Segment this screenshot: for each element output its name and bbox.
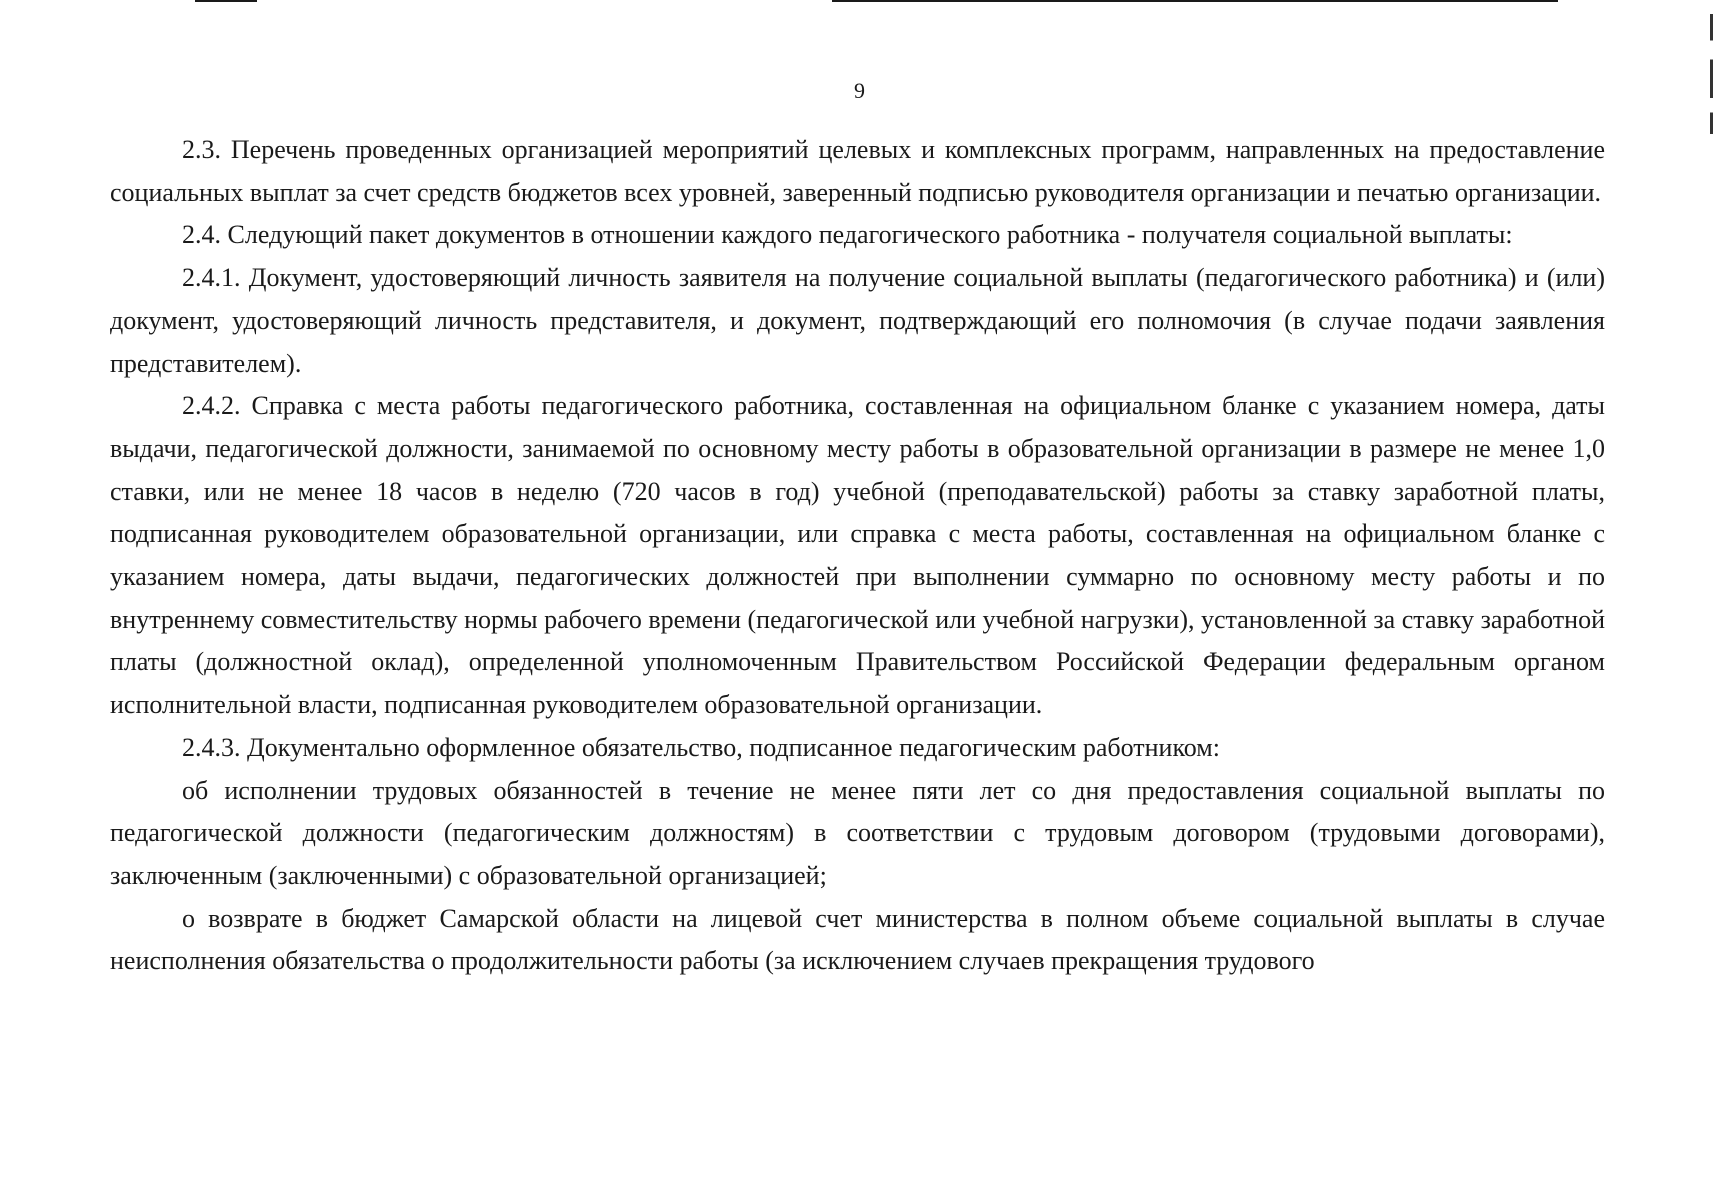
paragraph-obligation-duties: об исполнении трудовых обязанностей в течение не менее пяти лет со дня предоставления социальной выплаты по педагогической должности (педагогическим должностям) в соответствии с трудовым договором (трудовыми договорами), заключенным (заключенными) с образовательной организацией; <box>110 775 1605 890</box>
paragraph-2-4-2: 2.4.2. Справка с места работы педагогического работника, составленная на официальном бланке с указанием номера, даты выдачи, педагогической должности, занимаемой по основному месту работы в образовательной организации в размере не менее 1,0 ставки, или не менее 18 часов в неделю (720 часов в год) учебной (преподавательской) работы за ставку заработной платы, подписанная руководителем образовательной организации, или справка с места работы, составленная на официальном бланке с указанием номера, даты выдачи, педагогических должностей при выполнении суммарно по основному месту работы и по внутреннему совместительству нормы рабочего времени (педагогической или учебной нагрузки), установленной за ставку заработной платы (должностной оклад), определенной уполномоченным Правительством Российской Федерации федеральным органом исполнительной власти, подписанная руководителем образовательной организации. <box>110 391 1605 720</box>
paragraph-obligation-return: о возврате в бюджет Самарской области на лицевой счет министерства в полном объеме социальной выплаты в случае неисполнения обязательства о продолжительности работы (за исключением случаев прекращения трудового <box>110 903 1605 976</box>
page-number: 9 <box>854 78 865 103</box>
document-body <box>110 129 1605 983</box>
top-rule-left <box>195 0 257 2</box>
scan-edge-mark <box>1710 14 1713 134</box>
paragraph-2-3: 2.3. Перечень проведенных организацией мероприятий целевых и комплексных программ, направленных на предоставление социальных выплат за счет средств бюджетов всех уровней, заверенный подписью руководителя организации и печатью организации. <box>110 135 1605 207</box>
paragraph-2-4-3: 2.4.3. Документально оформленное обязательство, подписанное педагогическим работником: <box>182 732 1220 762</box>
top-rule-right <box>832 0 1558 2</box>
paragraph-2-4-1: 2.4.1. Документ, удостоверяющий личность заявителя на получение социальной выплаты (педагогического работника) и (или) документ, удостоверяющий личность представителя, и документ, подтверждающий его полномочия (в случае подачи заявления представителем). <box>110 263 1605 378</box>
paragraph-2-4: 2.4. Следующий пакет документов в отношении каждого педагогического работника - получателя социальной выплаты: <box>182 220 1513 250</box>
